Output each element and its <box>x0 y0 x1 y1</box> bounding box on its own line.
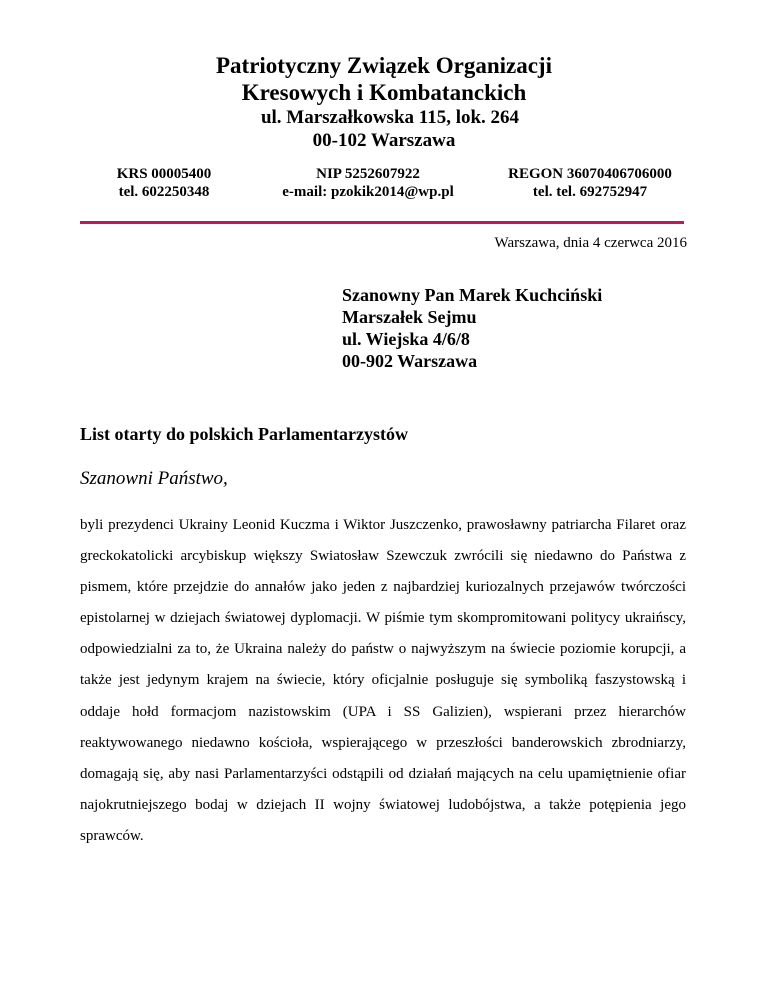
nip-number: NIP 5252607922 <box>316 166 420 182</box>
letter-salutation: Szanowni Państwo, <box>80 468 228 489</box>
recipient-block <box>342 284 602 372</box>
organization-name <box>0 52 768 106</box>
registry-info-middle <box>258 165 478 201</box>
recipient-postal-city: 00-902 Warszawa <box>342 351 478 371</box>
phone-right: tel. tel. 692752947 <box>532 184 648 200</box>
krs-number: KRS 00005400 <box>116 166 212 182</box>
regon-number: REGON 36070406706000 <box>508 166 672 182</box>
street-address: ul. Marszałkowska 115, lok. 264 <box>260 107 520 128</box>
recipient-name: Szanowny Pan Marek Kuchciński <box>342 285 603 305</box>
recipient-street: ul. Wiejska 4/6/8 <box>342 329 470 349</box>
letter-body: byli prezydenci Ukrainy Leonid Kuczma i Wiktor Juszczenko, prawosławny patriarcha Filaret oraz greckokatolicki arcybiskup większy Swiatosław Szewczuk zwrócili się niedawno do Państwa z pismem, które przejdzie do annałów jako jeden z najbardziej kuriozalnych przejawów twórczości epistolarnej w dziejach światowej dyplomacji. W piśmie tym skompromitowani politycy ukraińscy, odpowiedzialni za to, że Ukraina należy do państw o najwyższym na świecie poziomie korupcji, a także jest jedynym krajem na świecie, który oficjalnie posługuje się symboliką faszystowską i oddaje hołd formacjom nazistowskim (UPA i SS Galizien), wspierani przez hierarchów reaktywowanego niedawno kościoła, wspierającego w przeszłości banderowskich zbrodniarzy, domagają się, aby nasi Parlamentarzyści odstąpili od działań mających na celu upamiętnienie ofiar najokrutniejszego bodaj w dziejach II wojny światowej ludobójstwa, a także potępienia jego sprawców. <box>80 517 686 844</box>
email-address: e-mail: pzokik2014@wp.pl <box>282 184 454 200</box>
postal-city: 00-102 Warszawa <box>312 130 456 151</box>
letter-subject: List otarty do polskich Parlamentarzystów <box>80 424 408 444</box>
organization-address <box>0 106 768 152</box>
organization-name-line1: Patriotyczny Związek Organizacji <box>216 53 552 78</box>
phone-left: tel. 602250348 <box>118 184 210 200</box>
header-divider <box>80 221 684 224</box>
registry-info-right <box>485 165 695 201</box>
letter-date: Warszawa, dnia 4 czerwca 2016 <box>494 235 687 251</box>
organization-name-line2: Kresowych i Kombatanckich <box>241 80 527 105</box>
recipient-title: Marszałek Sejmu <box>342 307 477 327</box>
registry-info-left <box>104 165 224 201</box>
